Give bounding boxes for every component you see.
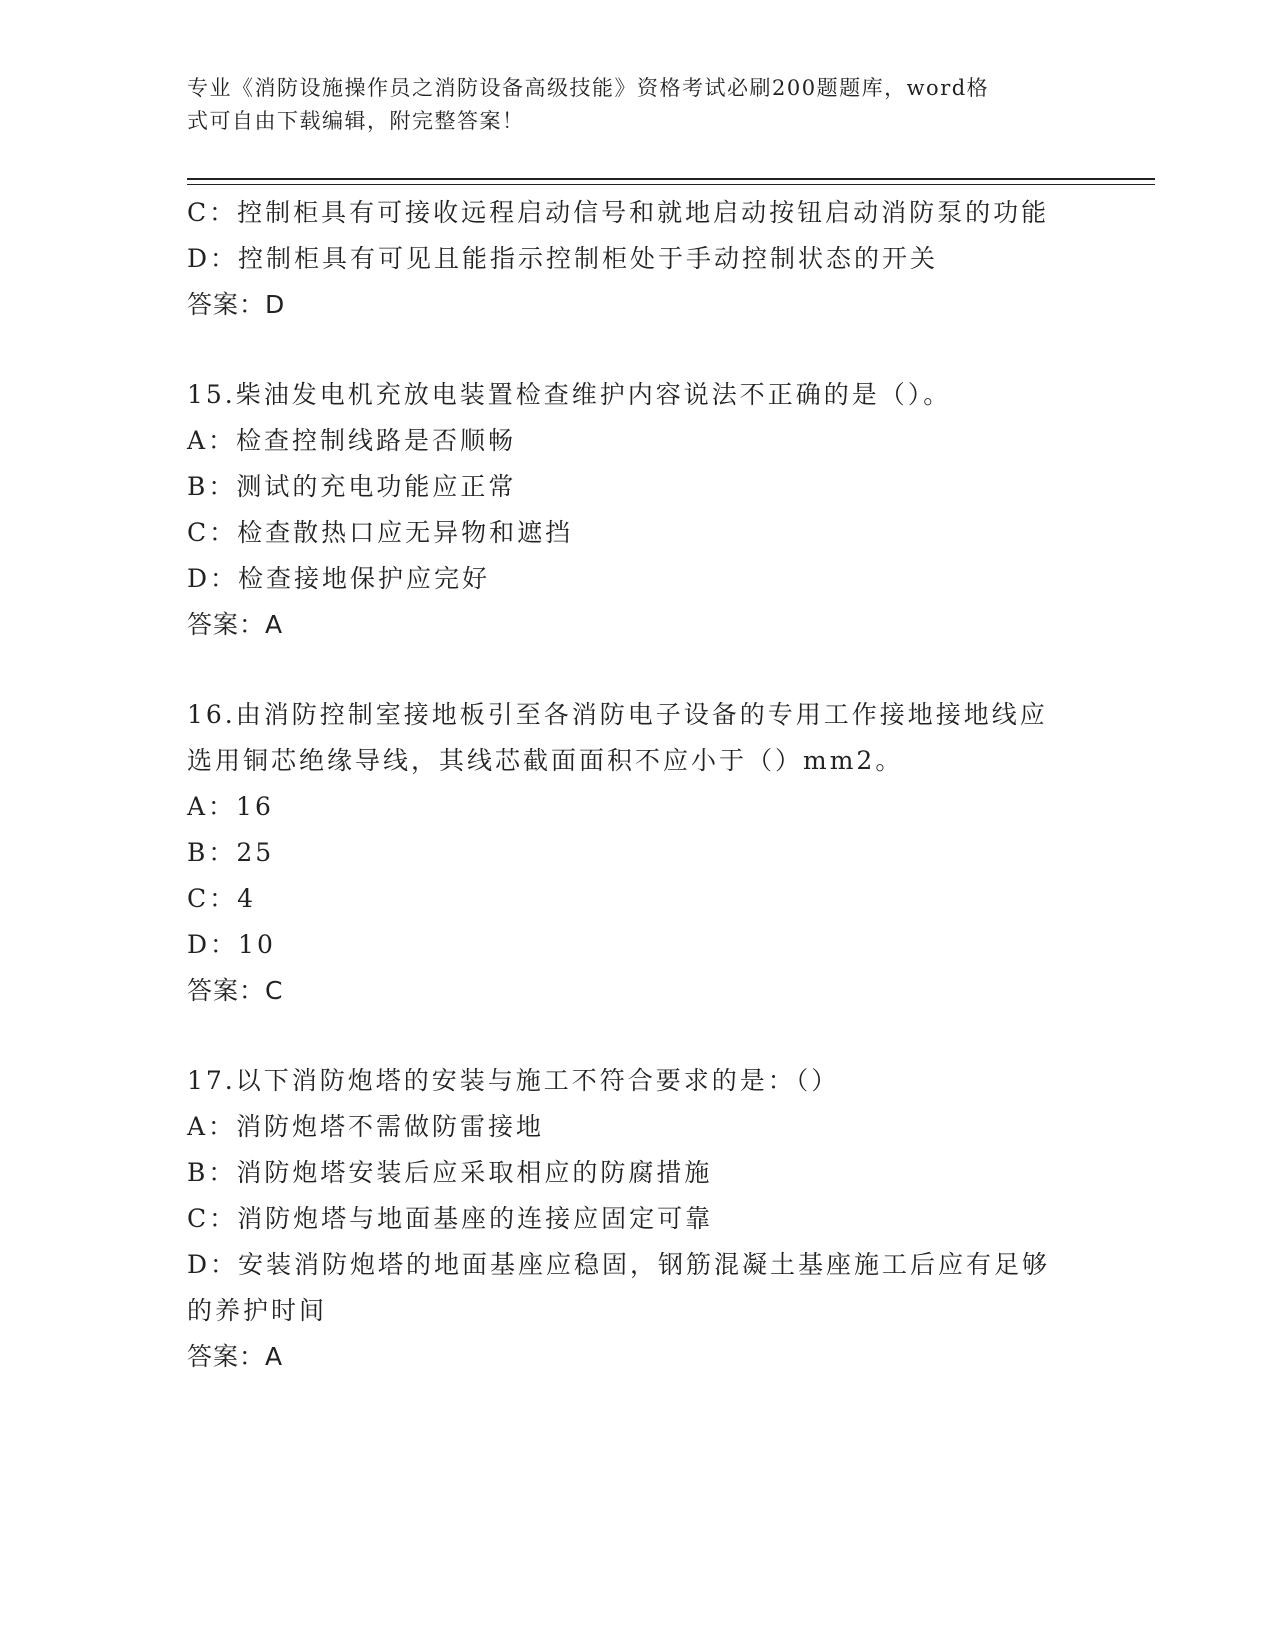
document-header [187, 72, 1087, 138]
option-a: A：检查控制线路是否顺畅 [187, 426, 517, 455]
question-stem: 17.以下消防炮塔的安装与施工不符合要求的是：（） [187, 1066, 840, 1095]
question-15 [187, 372, 1087, 648]
question-list [187, 190, 1087, 1380]
answer: 答案：A [187, 1342, 284, 1371]
spacer [187, 648, 1087, 692]
answer: 答案：A [187, 610, 284, 639]
option-b: B：25 [187, 838, 275, 867]
question-stem: 15.柴油发电机充放电装置检查维护内容说法不正确的是（）。 [187, 380, 952, 409]
option-a: A：消防炮塔不需做防雷接地 [187, 1112, 545, 1141]
spacer [187, 328, 1087, 372]
option-c: C：消防炮塔与地面基座的连接应固定可靠 [187, 1204, 714, 1233]
option-c: C：控制柜具有可接收远程启动信号和就地启动按钮启动消防泵的功能 [187, 198, 1050, 227]
option-d: D：控制柜具有可见且能指示控制柜处于手动控制状态的开关 [187, 244, 939, 273]
option-a: A：16 [187, 792, 274, 821]
continued-question [187, 190, 1087, 328]
answer: 答案：C [187, 976, 284, 1005]
header-line-2: 式可自由下载编辑，附完整答案！ [187, 109, 525, 133]
option-d-continued: 的养护时间 [187, 1296, 328, 1325]
header-divider-thin [187, 184, 1155, 185]
option-d: D：安装消防炮塔的地面基座应稳固，钢筋混凝土基座施工后应有足够 [187, 1250, 1051, 1279]
option-b: B：消防炮塔安装后应采取相应的防腐措施 [187, 1158, 713, 1187]
option-c: C：检查散热口应无异物和遮挡 [187, 518, 574, 547]
option-d: D：检查接地保护应完好 [187, 564, 491, 593]
option-c: C：4 [187, 884, 257, 913]
option-d: D：10 [187, 930, 276, 959]
header-divider-thick [187, 178, 1155, 180]
option-b: B：测试的充电功能应正常 [187, 472, 517, 501]
question-16 [187, 692, 1087, 1014]
answer: 答案：D [187, 290, 286, 319]
question-17 [187, 1058, 1087, 1380]
question-stem-continued: 选用铜芯绝缘导线，其线芯截面面积不应小于（）mm2。 [187, 746, 904, 775]
spacer [187, 1014, 1087, 1058]
header-line-1: 专业《消防设施操作员之消防设备高级技能》资格考试必刷200题题库，word格 [187, 76, 990, 100]
question-stem: 16.由消防控制室接地板引至各消防电子设备的专用工作接地接地线应 [187, 700, 1048, 729]
